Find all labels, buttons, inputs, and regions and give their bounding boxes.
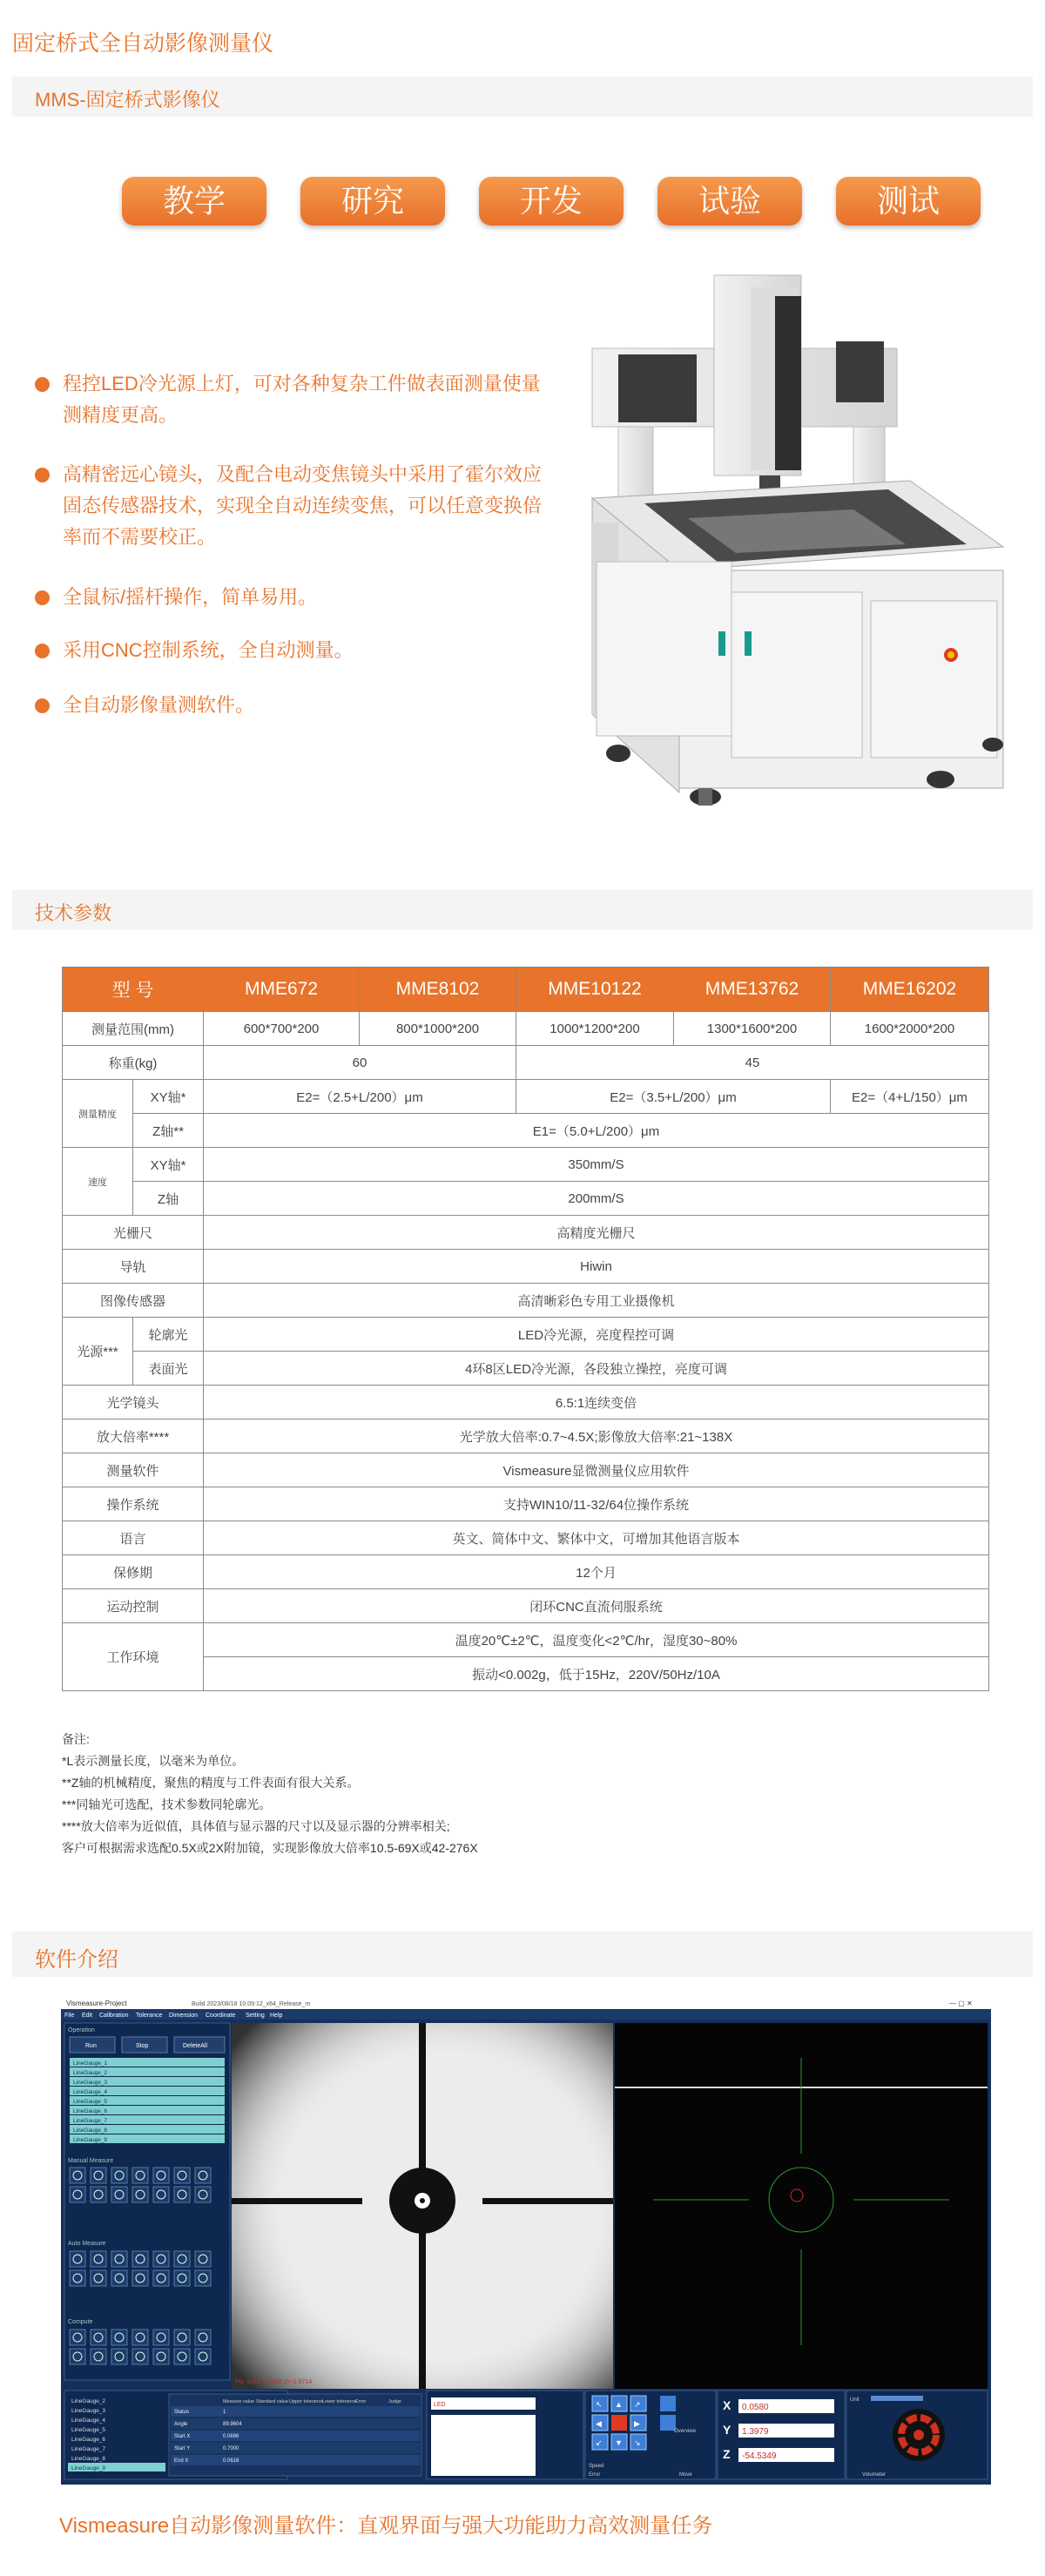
header-cell: MME8102	[360, 968, 516, 1012]
error-label: Error	[589, 2472, 601, 2478]
table-cell: 600*700*200	[204, 1012, 360, 1046]
software-screenshot	[61, 1997, 991, 2485]
menu-coordinate[interactable]: Coordinate	[206, 2013, 236, 2019]
result-row[interactable]	[171, 2431, 420, 2441]
table-row	[63, 1589, 989, 1623]
result-key: Status	[174, 2410, 190, 2415]
bottom-list-label: LineGauge_4	[71, 2418, 106, 2424]
table-cell: 60	[204, 1046, 516, 1080]
note-line: ****放大倍率为近似值，具体值与显示器的尺寸以及显示器的分辨率相关;	[62, 1819, 450, 1833]
window-title: Vismeasure-Project	[66, 1999, 127, 2007]
tool-button[interactable]	[153, 2187, 169, 2202]
table-cell: 英文、简体中文、繁体中文，可增加其他语言版本	[204, 1521, 989, 1555]
arrow-icon: ↗	[634, 2400, 641, 2409]
stop-jog-button[interactable]	[611, 2415, 627, 2431]
volumeter-label: Volumeter	[862, 2472, 887, 2478]
result-key: Start X	[174, 2434, 191, 2439]
table-header-row	[63, 968, 989, 1012]
gauge-list-label: LineGauge_7	[73, 2118, 108, 2124]
tool-button[interactable]	[70, 2270, 85, 2286]
tool-button[interactable]	[111, 2168, 127, 2183]
arrow-icon: ↙	[596, 2438, 603, 2447]
tool-button[interactable]	[132, 2330, 148, 2345]
tool-button[interactable]	[153, 2270, 169, 2286]
tool-button[interactable]	[132, 2187, 148, 2202]
tool-button[interactable]	[174, 2187, 190, 2202]
coord-z-value: -54.5349	[742, 2451, 777, 2461]
tool-button[interactable]	[132, 2168, 148, 2183]
gauge-list-label: LineGauge_1	[73, 2060, 108, 2067]
arrow-icon: ◀	[596, 2419, 602, 2428]
result-row[interactable]	[171, 2443, 420, 2453]
tool-button[interactable]	[195, 2187, 211, 2202]
auto-measure-label: Auto Measure	[68, 2241, 106, 2247]
table-cell: 800*1000*200	[360, 1012, 516, 1046]
tool-button[interactable]	[153, 2349, 169, 2364]
result-header: Measure value	[223, 2399, 255, 2404]
menu-file[interactable]: File	[64, 2013, 75, 2019]
table-cell: Hiwin	[204, 1250, 989, 1284]
result-value: 0.0696	[223, 2434, 239, 2439]
result-value: 89.9604	[223, 2422, 242, 2427]
tool-button[interactable]	[153, 2251, 169, 2267]
table-cell: 保修期	[63, 1555, 204, 1589]
table-cell: 350mm/S	[204, 1148, 989, 1182]
feature-item: 程控LED冷光源上灯，可对各种复杂工件做表面测量使量测精度更高。	[63, 368, 550, 431]
y-axis-icon: Y	[723, 2423, 732, 2437]
tool-button[interactable]	[111, 2251, 127, 2267]
header-cell: MME16202	[831, 968, 989, 1012]
section-band-software: 软件介绍	[12, 1932, 1033, 1977]
tool-button[interactable]	[111, 2330, 127, 2345]
bullet-icon	[35, 590, 50, 605]
table-row	[63, 1318, 989, 1352]
table-cell: 200mm/S	[204, 1182, 989, 1216]
bottom-list-label: LineGauge_6	[71, 2437, 106, 2443]
menu-tolerance[interactable]: Tolerance	[136, 2013, 163, 2019]
table-cell: 4环8区LED冷光源，各段独立操控，亮度可调	[204, 1352, 989, 1386]
table-cell: 高精度光栅尺	[204, 1216, 989, 1250]
table-row	[63, 1046, 989, 1080]
tool-button[interactable]	[70, 2330, 85, 2345]
result-header: Upper tolerance	[289, 2399, 324, 2404]
table-cell: 光源***	[63, 1318, 133, 1386]
table-row	[63, 1419, 989, 1453]
bottom-list-label: LineGauge_9	[71, 2465, 106, 2471]
note-line: 客户可根据需求选配0.5X或2X附加镜，实现影像放大倍率10.5-69X或42-276X	[62, 1841, 478, 1855]
table-cell: 12个月	[204, 1555, 989, 1589]
table-cell: 光栅尺	[63, 1216, 204, 1250]
machine-illustration	[557, 270, 1028, 862]
table-cell: 高清晰彩色专用工业摄像机	[204, 1284, 989, 1318]
spec-table	[62, 967, 989, 1691]
tool-button[interactable]	[91, 2187, 106, 2202]
gauge-list-label: LineGauge_2	[73, 2070, 108, 2076]
table-cell: 测量精度	[63, 1080, 133, 1148]
tool-button[interactable]	[91, 2168, 106, 2183]
tool-button[interactable]	[174, 2330, 190, 2345]
section-band-spec: 技术参数	[12, 890, 1033, 930]
table-row	[63, 1148, 989, 1182]
table-cell: 图像传感器	[63, 1284, 204, 1318]
table-row	[63, 1216, 989, 1250]
tool-button[interactable]	[111, 2187, 127, 2202]
tool-button[interactable]	[70, 2168, 85, 2183]
table-row	[63, 1555, 989, 1589]
table-cell: E2=（3.5+L/200）μm	[516, 1080, 831, 1114]
table-cell: XY轴*	[133, 1148, 204, 1182]
table-cell: 语言	[63, 1521, 204, 1555]
tool-button[interactable]	[174, 2349, 190, 2364]
gauge-list-label: LineGauge_8	[73, 2128, 108, 2134]
table-cell: LED冷光源，亮度程控可调	[204, 1318, 989, 1352]
camera-readout: Pix: 8x12, 0.0045 Z=-1.8714	[235, 2379, 313, 2385]
result-key: End X	[174, 2458, 189, 2464]
tool-button[interactable]	[91, 2330, 106, 2345]
table-cell: 称重(kg)	[63, 1046, 204, 1080]
result-header: Judge	[388, 2399, 401, 2404]
bottom-list-label: LineGauge_7	[71, 2446, 106, 2452]
table-cell: 导轨	[63, 1250, 204, 1284]
tool-button[interactable]	[174, 2270, 190, 2286]
table-cell: 45	[516, 1046, 989, 1080]
table-cell: 光学镜头	[63, 1386, 204, 1419]
bullet-icon	[35, 377, 50, 392]
gauge-list-label: LineGauge_6	[73, 2108, 108, 2114]
tool-button[interactable]	[174, 2251, 190, 2267]
operation-label: Operation	[68, 2027, 95, 2033]
table-row	[63, 1521, 989, 1555]
x-axis-icon: X	[723, 2398, 732, 2412]
table-row	[63, 1487, 989, 1521]
table-row	[63, 1114, 989, 1148]
run-label: Run	[85, 2043, 97, 2049]
table-cell: 光学放大倍率:0.7~4.5X;影像放大倍率:21~138X	[204, 1419, 989, 1453]
tool-button[interactable]	[91, 2349, 106, 2364]
tool-button[interactable]	[70, 2251, 85, 2267]
tag-development: 开发	[479, 177, 624, 226]
coord-x-value: 0.0580	[742, 2403, 769, 2412]
gauge-list-label: LineGauge_5	[73, 2099, 108, 2105]
table-cell: 放大倍率****	[63, 1419, 204, 1453]
table-cell: Z轴	[133, 1182, 204, 1216]
result-value: 0.0618	[223, 2458, 239, 2464]
delete-all-label: DeleteAll	[183, 2043, 208, 2049]
note-line: **Z轴的机械精度，聚焦的精度与工件表面有很大关系。	[62, 1776, 360, 1790]
unit-label: Unit	[850, 2397, 860, 2403]
gauge-list-label: LineGauge_3	[73, 2080, 108, 2086]
result-row[interactable]	[171, 2406, 420, 2417]
table-cell: 温度20℃±2℃，温度变化<2℃/hr，湿度30~80%	[204, 1623, 989, 1657]
table-cell: 轮廓光	[133, 1318, 204, 1352]
table-cell: 闭环CNC直流伺服系统	[204, 1589, 989, 1623]
window-controls-icon[interactable]: — ▢ ✕	[949, 1999, 973, 2007]
result-value: 1	[223, 2410, 226, 2415]
table-cell: Z轴**	[133, 1114, 204, 1148]
bottom-list-label: LineGauge_2	[71, 2398, 106, 2404]
notes	[62, 1729, 478, 1859]
gauge-list-label: LineGauge_9	[73, 2137, 108, 2143]
tool-button[interactable]	[91, 2251, 106, 2267]
table-cell: 1300*1600*200	[674, 1012, 831, 1046]
tool-button[interactable]	[70, 2187, 85, 2202]
tool-button[interactable]	[174, 2168, 190, 2183]
header-cell: MME13762	[674, 968, 831, 1012]
manual-measure-label: Manual Measure	[68, 2158, 114, 2164]
overview-label: Overview	[674, 2429, 697, 2434]
arrow-icon: ▲	[615, 2400, 623, 2409]
compute-label: Compute	[68, 2319, 93, 2325]
feature-item: 全鼠标/摇杆操作，简单易用。	[63, 582, 550, 613]
speed-label: Speed	[589, 2464, 604, 2469]
gauge-list-label: LineGauge_4	[73, 2089, 108, 2095]
result-header: Standard value	[256, 2399, 288, 2404]
tool-button[interactable]	[111, 2270, 127, 2286]
table-cell: 工作环境	[63, 1623, 204, 1691]
menu-edit[interactable]: Edit	[82, 2013, 93, 2019]
table-cell: 运动控制	[63, 1589, 204, 1623]
stop-label: Stop	[136, 2043, 149, 2049]
z-axis-icon: Z	[723, 2447, 731, 2461]
arrow-icon: ↘	[634, 2438, 641, 2447]
table-cell: E2=（2.5+L/200）μm	[204, 1080, 516, 1114]
result-table	[169, 2394, 421, 2476]
tool-button[interactable]	[132, 2251, 148, 2267]
page-title: 固定桥式全自动影像测量仪	[12, 31, 274, 56]
build-info: Build 2023/08/18 10:09:12_x64_Release_m	[192, 2001, 311, 2007]
header-cell: MME10122	[516, 968, 674, 1012]
feature-item: 高精密远心镜头，及配合电动变焦镜头中采用了霍尔效应固态传感器技术，实现全自动连续变焦，可以任意变换倍率而不需要校正。	[63, 459, 550, 553]
tool-button[interactable]	[195, 2251, 211, 2267]
tool-button[interactable]	[195, 2330, 211, 2345]
menu-help[interactable]: Help	[270, 2013, 283, 2019]
table-cell: 操作系统	[63, 1487, 204, 1521]
table-row	[63, 1250, 989, 1284]
note-line: ***同轴光可选配，技术参数同轮廓光。	[62, 1797, 272, 1811]
header-cell: MME672	[204, 968, 360, 1012]
tag-research: 研究	[300, 177, 445, 226]
table-row	[63, 1284, 989, 1318]
table-cell: XY轴*	[133, 1080, 204, 1114]
tag-experiment: 试验	[657, 177, 802, 226]
note-line: *L表示测量长度，以毫米为单位。	[62, 1754, 245, 1768]
brightness-slider[interactable]	[871, 2396, 923, 2401]
table-row	[63, 1453, 989, 1487]
tool-button[interactable]	[132, 2270, 148, 2286]
result-value: 0.7000	[223, 2446, 239, 2451]
arrow-icon: ↖	[596, 2400, 603, 2409]
table-row	[63, 1623, 989, 1657]
table-cell: E2=（4+L/150）μm	[831, 1080, 989, 1114]
table-row	[63, 1080, 989, 1114]
feature-item: 采用CNC控制系统，全自动测量。	[63, 635, 550, 666]
result-header: Error	[355, 2399, 367, 2404]
table-cell: 支持WIN10/11-32/64位操作系统	[204, 1487, 989, 1521]
gauge-list	[70, 2058, 225, 2143]
tool-button[interactable]	[91, 2270, 106, 2286]
result-row[interactable]	[171, 2455, 420, 2465]
bullet-icon	[35, 644, 50, 658]
section-band-model: MMS-固定桥式影像仪	[12, 77, 1033, 117]
tool-button[interactable]	[153, 2168, 169, 2183]
result-key: Angle	[174, 2422, 188, 2427]
bullet-icon	[35, 468, 50, 482]
arrow-icon: ▼	[615, 2438, 623, 2447]
table-row	[63, 1352, 989, 1386]
bottom-list-label: LineGauge_3	[71, 2408, 106, 2414]
table-row	[63, 1182, 989, 1216]
tool-button[interactable]	[195, 2270, 211, 2286]
note-line: 备注:	[62, 1732, 90, 1746]
tool-button[interactable]	[111, 2349, 127, 2364]
result-key: Start Y	[174, 2446, 191, 2451]
tag-teaching: 教学	[122, 177, 266, 226]
tag-testing: 测试	[836, 177, 981, 226]
result-row[interactable]	[171, 2418, 420, 2429]
feature-item: 全自动影像量测软件。	[63, 690, 550, 721]
menu-setting[interactable]: Setting	[246, 2013, 265, 2019]
table-cell: 测量范围(mm)	[63, 1012, 204, 1046]
table-cell: 测量软件	[63, 1453, 204, 1487]
menu-dimension[interactable]: Dimension	[169, 2013, 199, 2019]
arrow-icon: ▶	[634, 2419, 640, 2428]
table-cell: 1000*1200*200	[516, 1012, 674, 1046]
coord-y-value: 1.3979	[742, 2427, 769, 2437]
result-header: Lower tolerance	[322, 2399, 357, 2404]
tool-button[interactable]	[70, 2349, 85, 2364]
table-row	[63, 1386, 989, 1419]
bullet-icon	[35, 698, 50, 713]
move-label: Move	[679, 2472, 692, 2478]
led-label: LED	[434, 2402, 446, 2408]
tool-button[interactable]	[195, 2168, 211, 2183]
table-cell: Vismeasure显微测量仪应用软件	[204, 1453, 989, 1487]
header-cell: 型 号	[63, 968, 204, 1012]
z-up-button[interactable]	[660, 2396, 676, 2411]
table-cell: 6.5:1连续变倍	[204, 1386, 989, 1419]
table-cell: 表面光	[133, 1352, 204, 1386]
table-cell: 速度	[63, 1148, 133, 1216]
tool-button[interactable]	[132, 2349, 148, 2364]
table-cell: 1600*2000*200	[831, 1012, 989, 1046]
tool-button[interactable]	[195, 2349, 211, 2364]
table-cell: E1=（5.0+L/200）μm	[204, 1114, 989, 1148]
table-cell: 振动<0.002g，低于15Hz，220V/50Hz/10A	[204, 1657, 989, 1691]
menu-calibration[interactable]: Calibration	[99, 2013, 129, 2019]
tool-button[interactable]	[153, 2330, 169, 2345]
table-row	[63, 1012, 989, 1046]
bottom-list-label: LineGauge_5	[71, 2427, 106, 2433]
bottom-list-label: LineGauge_8	[71, 2456, 106, 2462]
software-caption: Vismeasure自动影像测量软件：直观界面与强大功能助力高效测量任务	[59, 2514, 713, 2538]
